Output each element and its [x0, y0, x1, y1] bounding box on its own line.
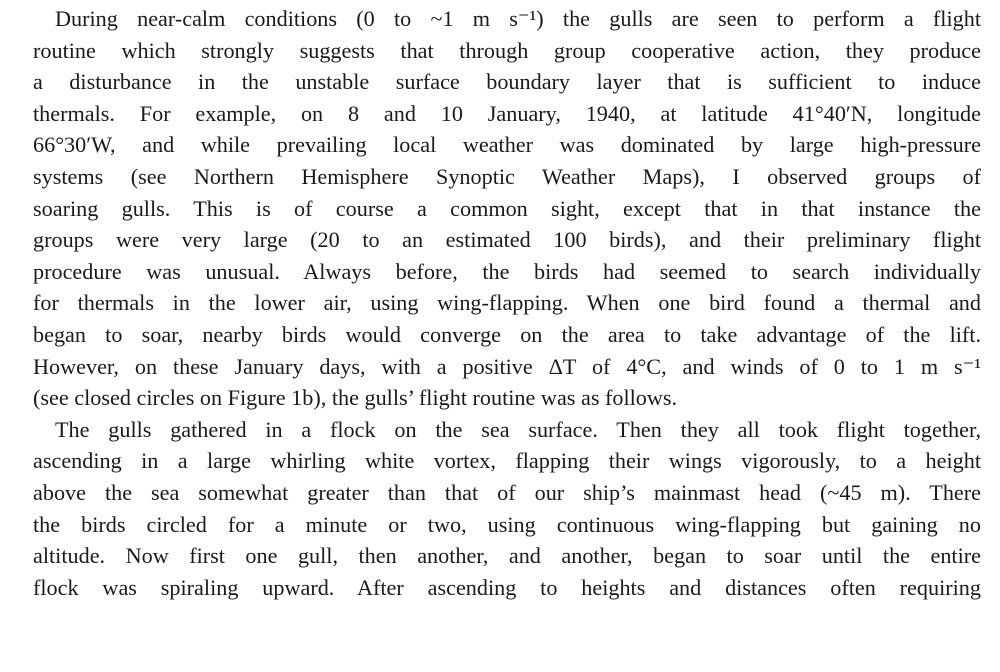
text-line: the birds circled for a minute or two, using continuous wing-flapping but gaining no — [33, 511, 981, 537]
text-line: a disturbance in the unstable surface boundary layer that is sufficient to induce — [33, 69, 981, 95]
text-line: During near-calm conditions (0 to ~1 m s⁻¹) the gulls are seen to perform a flight — [55, 6, 981, 31]
text-line: procedure was unusual. Always before, the birds had seemed to search individually — [33, 258, 981, 284]
text-line: The gulls gathered in a flock on the sea surface. Then they all took flight together, — [55, 416, 981, 442]
text-line: thermals. For example, on 8 and 10 January, 1940, at latitude 41°40′N, longitude — [33, 100, 981, 126]
text-line: began to soar, nearby birds would converge on the area to take advantage of the lift. — [33, 321, 981, 347]
text-line: for thermals in the lower air, using wing-flapping. When one bird found a thermal and — [33, 290, 981, 316]
paragraph-2 — [33, 414, 981, 604]
text-line: above the sea somewhat greater than that of our ship’s mainmast head (~45 m). There — [33, 479, 981, 505]
text-line: routine which strongly suggests that through group cooperative action, they produce — [33, 37, 981, 63]
text-line: 66°30′W, and while prevailing local weather was dominated by large high-pressure — [33, 132, 981, 158]
text-line: However, on these January days, with a positive ΔT of 4°C, and winds of 0 to 1 m s⁻¹ — [33, 353, 981, 379]
text-line: groups were very large (20 to an estimated 100 birds), and their preliminary flight — [33, 227, 981, 253]
text-line: soaring gulls. This is of course a common sight, except that in that instance the — [33, 195, 981, 221]
text-line: (see closed circles on Figure 1b), the gulls’ flight routine was as follows. — [33, 385, 678, 411]
paragraph-1 — [33, 3, 981, 414]
text-line: altitude. Now first one gull, then another, and another, began to soar until the entire — [33, 543, 981, 569]
text-line: systems (see Northern Hemisphere Synoptic Weather Maps), I observed groups of — [33, 163, 981, 189]
document-page — [33, 0, 981, 603]
text-line: flock was spiraling upward. After ascending to heights and distances often requiring — [33, 574, 981, 600]
text-line: ascending in a large whirling white vortex, flapping their wings vigorously, to a height — [33, 448, 981, 474]
